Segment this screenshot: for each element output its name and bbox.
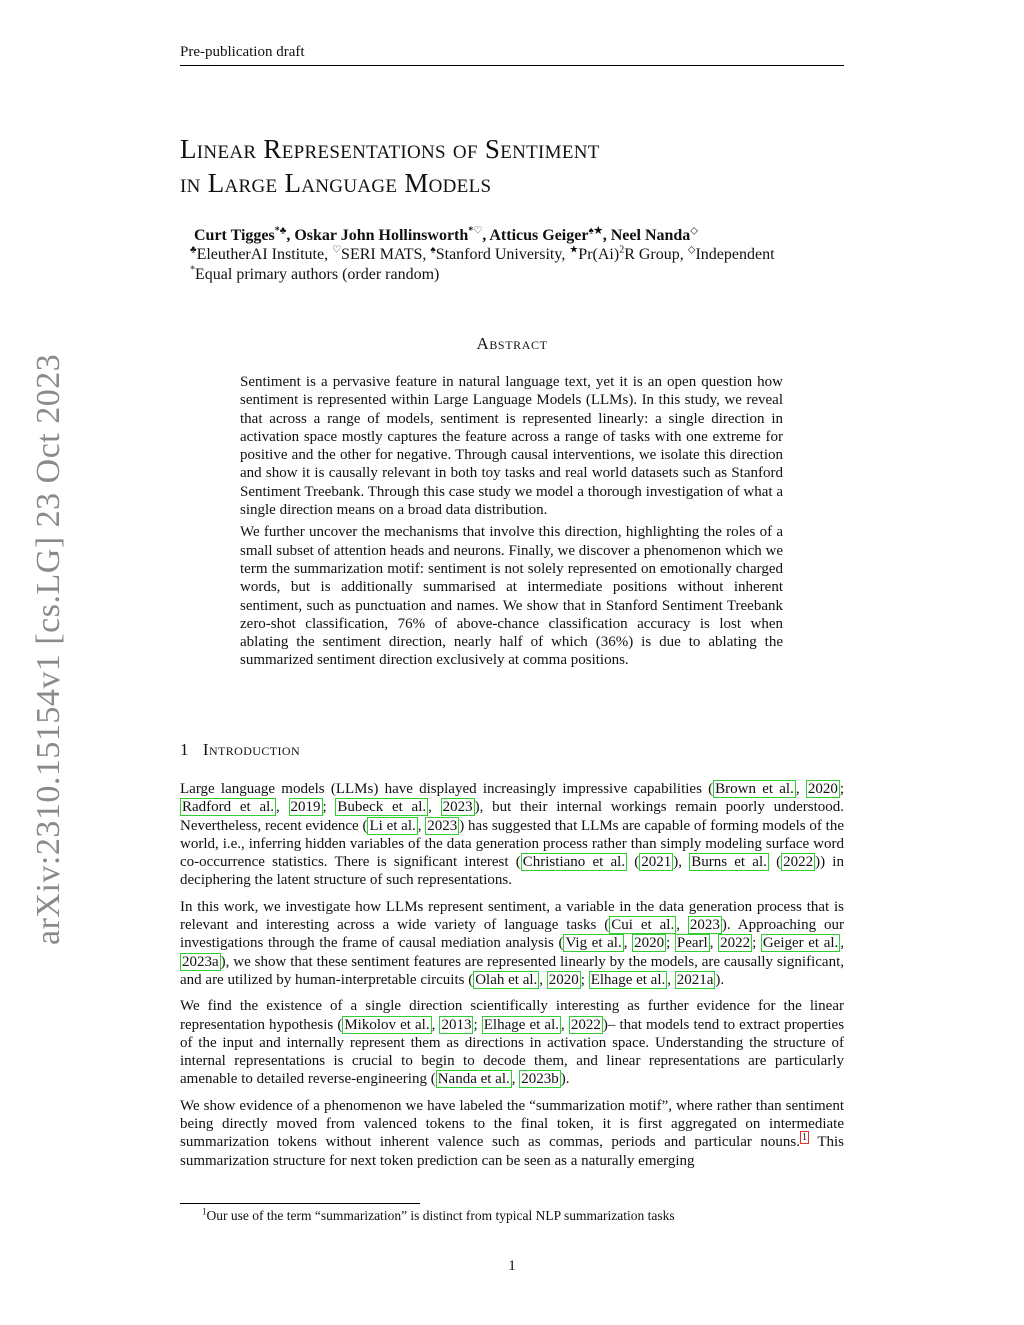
citation-link[interactable]: 2020	[548, 971, 579, 988]
citation-link[interactable]: 2023	[689, 917, 720, 934]
body-text: ).	[560, 1071, 570, 1088]
abstract-body	[240, 373, 783, 674]
title-line-2: in Large Language Models	[180, 168, 492, 198]
paper-title	[180, 132, 844, 200]
body-text: ). Approaching our investigations through the frame of causal mediation analysis (	[180, 917, 845, 952]
spade-icon: ♠	[430, 244, 436, 256]
citation-link[interactable]: 2020	[634, 935, 665, 952]
citation-link[interactable]: 2021	[641, 854, 672, 871]
citation-link[interactable]: Burns et al.	[691, 854, 767, 871]
citation-link[interactable]: 2023a	[182, 953, 219, 970]
body-text: (	[627, 854, 640, 871]
affiliation-exponent: 2	[619, 244, 625, 256]
affiliation: SERI MATS,	[341, 246, 431, 263]
footnote-rule	[180, 1203, 420, 1204]
body-text: ), we show that these sentiment features are represented linearly by the models, are causally significant, and are utilized by human-interpretable circuits (	[180, 953, 844, 988]
citation-link[interactable]: Christiano et al.	[522, 854, 626, 871]
author-name: Neel Nanda	[610, 227, 691, 244]
citation-link[interactable]: Bubeck et al.	[337, 799, 427, 816]
body-text: ;	[322, 799, 336, 816]
citation-link[interactable]: 2023	[427, 817, 458, 834]
citation-link[interactable]: Olah et al.	[475, 971, 538, 988]
citation-link[interactable]: 2023	[442, 799, 473, 816]
intro-paragraph	[180, 997, 844, 1088]
body-text: )) in deciphering the latent structure of such representations.	[180, 854, 844, 889]
citation-link[interactable]: Geiger et al.	[762, 935, 839, 952]
affiliation: EleutherAI Institute,	[196, 246, 333, 263]
body-text: This summarization structure for next token prediction can be seen as a naturally emerging	[180, 1134, 844, 1169]
citation-link[interactable]: Vig et al.	[565, 935, 622, 952]
section-title: Introduction	[202, 740, 301, 759]
body-text: Large language models (LLMs) have displayed increasingly impressive capabilities (	[180, 781, 714, 797]
body-text: ,	[539, 971, 547, 988]
intro-body	[180, 780, 844, 1178]
footnote-mark: 1	[202, 1206, 207, 1217]
affiliation: R Group,	[624, 246, 688, 263]
footnote-link[interactable]: 1	[802, 1132, 808, 1144]
page-number: 1	[508, 1258, 516, 1274]
arxiv-stamp: arXiv:2310.15154v1 [cs.LG] 23 Oct 2023	[30, 353, 67, 945]
equal-contribution-text: Equal primary authors (order random)	[195, 266, 440, 283]
abstract-paragraph: We further uncover the mechanisms that involve this direction, highlighting the roles of a small subset of attention heads and neurons. Finally, we discover a phenomenon which we term the summarization motif: sentiment is not solely represented on emotionally charged words, but is additionally summarised at intermediate positions without inherent sentiment, such as punctuation and names. We show that in Stanford Sentiment Treebank zero-shot classification, 76% of above-chance classification accuracy is lost when ablating the sentiment direction, nearly half of which (36%) is due to ablating the summarized sentiment direction exclusively at comma positions.	[240, 524, 783, 669]
citation-link[interactable]: Cui et al.	[611, 917, 675, 934]
author-list: Curt Tigges*♣, Oskar John Hollinsworth*♡, Atticus Geiger♠★, Neel Nanda◇	[194, 225, 698, 244]
citation-link[interactable]: 2021a	[676, 971, 714, 988]
body-text: ;	[752, 935, 761, 952]
body-text: ,	[623, 935, 633, 952]
author-marks: ♠★	[588, 225, 603, 237]
citation-link[interactable]: Radford et al.	[182, 799, 275, 816]
body-text: ,	[511, 1071, 520, 1088]
body-text: ,	[840, 935, 845, 952]
body-text: ,	[561, 1016, 569, 1033]
running-header: Pre-publication draft	[180, 44, 305, 60]
body-text: ;	[473, 1016, 482, 1033]
footnote-text: Our use of the term “summarization” is distinct from typical NLP summarization tasks	[206, 1208, 675, 1223]
author-name: Curt Tigges	[194, 227, 275, 244]
author-name: Atticus Geiger	[489, 227, 589, 244]
citation-link[interactable]: 2023b	[521, 1071, 559, 1088]
intro-paragraph	[180, 1097, 844, 1170]
body-text: ),	[673, 854, 690, 871]
author-marks: ◇	[690, 225, 698, 237]
asterisk-mark: *	[190, 264, 195, 276]
body-text: )– that models tend to extract properties of the input and internally represent them as directions in activation space. Understanding the structure of internal representations is crucial to begin to decode them, and linear representations are particularly amenable to detailed reverse-engineering (	[180, 1016, 845, 1088]
abstract-paragraph: Sentiment is a pervasive feature in natural language text, yet it is an open question how sentiment is represented within Large Language Models (LLMs). In this study, we reveal that across a range of models, sentiment is represented linearly: a single direction in activation space mostly captures the feature across a range of tasks with one extreme for positive and the other for negative. Through causal interventions, we isolate this direction and show it is causally relevant in both toy tasks and real world datasets such as Stanford Sentiment Treebank. Through this case study we model a thorough investigation of what a single direction means on a broad data distribution.	[240, 374, 783, 519]
intro-paragraph	[180, 780, 844, 890]
body-text: ;	[666, 935, 675, 952]
body-text: ,	[667, 971, 675, 988]
footnote	[202, 1208, 675, 1224]
body-text: In this work, we investigate how LLMs represent sentiment, a variable in the data generation process that is relevant and interesting across a wide variety of language tasks (	[180, 898, 844, 934]
heart-icon: ♡	[332, 244, 342, 256]
body-text: ,	[795, 781, 806, 797]
citation-link[interactable]: Mikolov et al.	[344, 1016, 430, 1033]
diamond-icon: ◇	[687, 244, 696, 256]
intro-paragraph	[180, 898, 844, 989]
body-text: ), but their internal workings remain poorly understood. Nevertheless, recent evidence (	[180, 799, 844, 834]
citation-link[interactable]: 2022	[570, 1016, 601, 1033]
body-text: (	[768, 854, 782, 871]
body-text: ,	[276, 799, 289, 816]
affiliation: Independent	[695, 246, 775, 263]
citation-link[interactable]: 2022	[720, 935, 751, 952]
title-line-1: Linear Representations of Sentiment	[180, 134, 600, 164]
header-rule	[180, 65, 844, 66]
citation-link[interactable]: Elhage et al.	[590, 971, 666, 988]
citation-link[interactable]: 2013	[441, 1016, 472, 1033]
body-text: ) has suggested that LLMs are capable of forming models of the world, i.e., inferring hidden variables of the data generation process rather than simply modeling surface word co-occurrence statistics. There is significant interest (	[180, 817, 844, 871]
citation-link[interactable]: 2020	[807, 781, 838, 797]
citation-link[interactable]: Brown et al.	[715, 781, 794, 797]
star-icon: ★	[569, 244, 579, 256]
citation-link[interactable]: Li et al.	[369, 817, 416, 834]
body-text: ;	[580, 971, 589, 988]
body-text: ,	[417, 817, 426, 834]
body-text: ,	[676, 917, 688, 934]
affiliation: Stanford University,	[435, 246, 570, 263]
body-text: ,	[428, 799, 441, 816]
body-text: We show evidence of a phenomenon we have labeled the “summarization motif”, where rather than sentiment being directly moved from valenced tokens to the final token, it is first aggregated on intermediate summarization tokens without inherent valence such as commas, periods and particular nouns.	[180, 1097, 844, 1151]
author-name: Oskar John Hollinsworth	[294, 227, 469, 244]
author-marks: *♣	[274, 225, 287, 237]
equal-contribution-note	[190, 266, 439, 284]
body-text: ;	[839, 781, 844, 797]
citation-link[interactable]: Pearl	[676, 935, 708, 952]
citation-link[interactable]: Nanda et al.	[437, 1071, 510, 1088]
club-icon: ♣	[190, 244, 197, 256]
affiliations	[190, 246, 775, 264]
body-text: ,	[431, 1016, 440, 1033]
citation-link[interactable]: Elhage et al.	[483, 1016, 559, 1033]
body-text: ,	[709, 935, 719, 952]
affiliation: Pr(Ai)	[578, 246, 620, 263]
body-text: ).	[715, 971, 725, 988]
citation-link[interactable]: 2022	[783, 854, 814, 871]
body-text: We find the existence of a single direction scientifically interesting as further evidence for the linear representation hypothesis (	[180, 998, 844, 1033]
citation-link[interactable]: 2019	[290, 799, 321, 816]
author-marks: *♡	[468, 225, 483, 237]
section-heading	[180, 740, 300, 760]
abstract-heading: Abstract	[476, 334, 548, 353]
section-number: 1	[180, 740, 189, 759]
